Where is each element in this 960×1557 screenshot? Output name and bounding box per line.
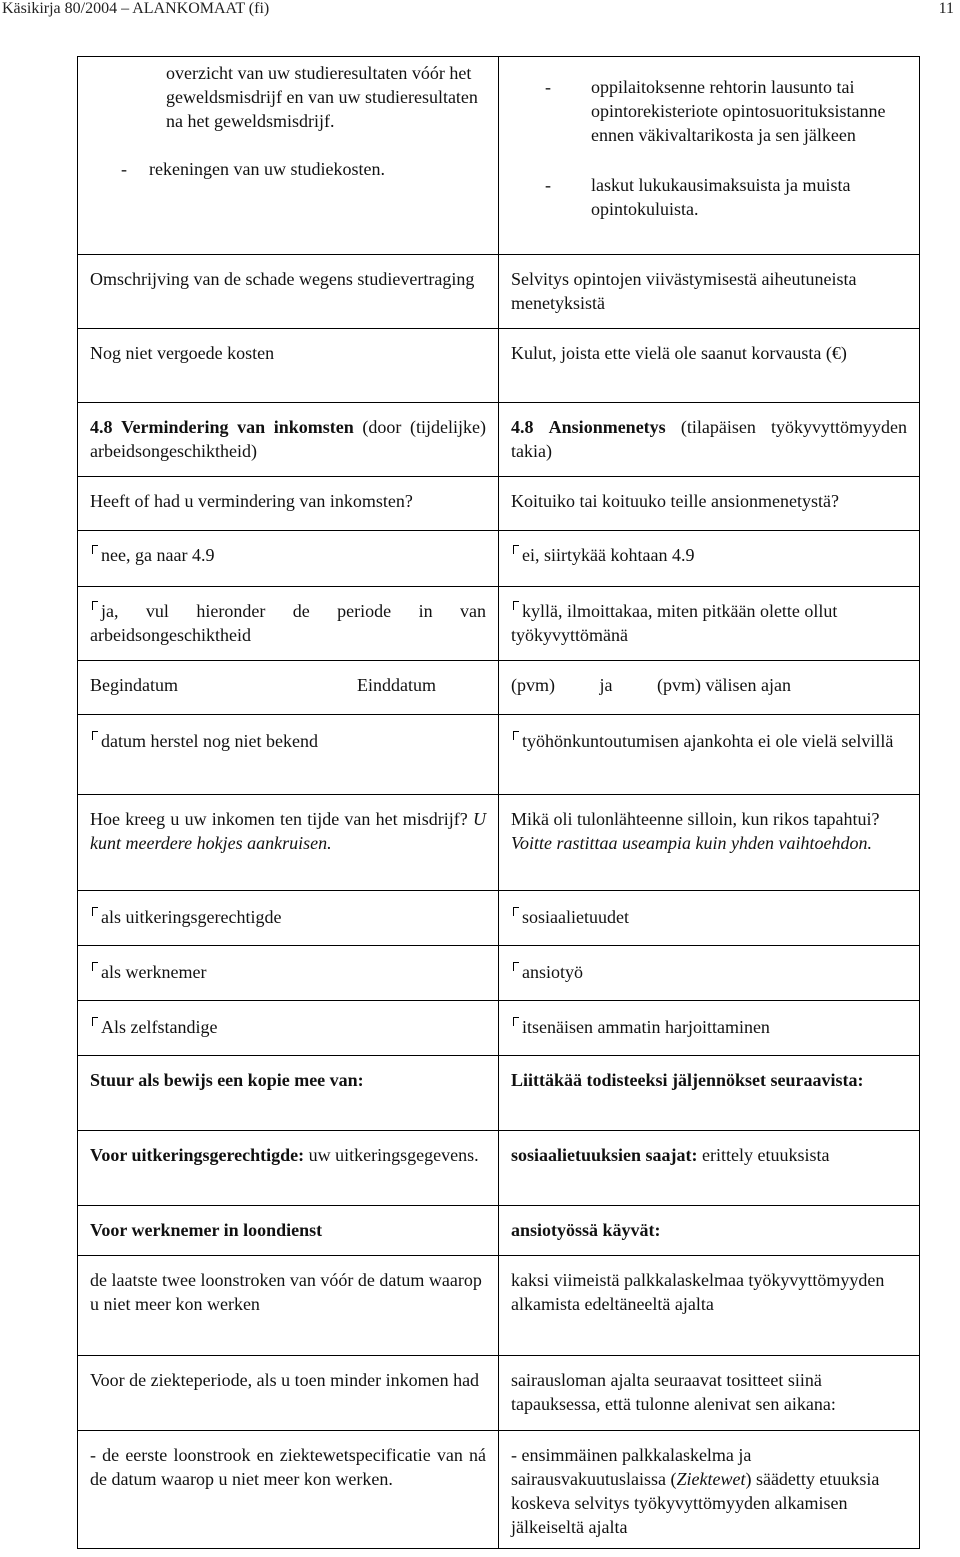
fi-proof-heading: Liittäkää todisteeksi jäljennökset seuraavista: [511, 1070, 864, 1090]
fi-multiple-choice-hint: Voitte rastittaa useampia kuin yhden vaihtoehdon. [511, 833, 872, 853]
nl-damage-description: Omschrijving van de schade wegens studievertraging [90, 269, 475, 289]
nl-cell [78, 1206, 499, 1256]
table-row [78, 255, 920, 329]
nl-section-subtitle: (door (tijdelijke) arbeidsongeschiktheid) [90, 417, 487, 461]
fi-benefit-details: erittely etuuksista [702, 1145, 830, 1165]
table-row [78, 946, 920, 1001]
nl-cell [78, 1131, 499, 1206]
nl-cell [78, 715, 499, 795]
fi-section-number: 4.8 [511, 417, 534, 437]
fi-cell [499, 57, 920, 255]
nl-benefit-recipient: als uitkeringsgerechtigde [101, 907, 282, 927]
nl-begin-date-label: Begindatum [90, 675, 178, 695]
fi-income-question: Koituiko tai koituuko teille ansionmenetystä? [511, 491, 839, 511]
fi-cell [499, 715, 920, 795]
checkbox-icon[interactable] [90, 905, 99, 915]
checkbox-icon[interactable] [90, 1015, 99, 1025]
list-dash: - [545, 175, 551, 195]
checkbox-icon[interactable] [511, 905, 520, 915]
nl-cell [78, 255, 499, 329]
checkbox-icon[interactable] [90, 543, 99, 553]
nl-bill-text: rekeningen van uw studiekosten. [149, 159, 385, 179]
nl-cell [78, 1431, 499, 1549]
table-row [78, 795, 920, 891]
fi-sick-period: sairausloman ajalta seuraavat tositteet siinä tapauksessa, että tulonne alenivat sen aikana: [511, 1370, 836, 1414]
fi-cell [499, 255, 920, 329]
fi-cell [499, 531, 920, 587]
nl-end-date-label: Einddatum [357, 675, 436, 695]
fi-payslips: kaksi viimeistä palkkalaskelmaa työkyvyttömyyden alkamista edeltäneeltä ajalta [511, 1270, 885, 1314]
fi-cell [499, 1206, 920, 1256]
table-row [78, 329, 920, 403]
fi-invoices-text: laskut lukukausimaksuista ja muista opintokuluista. [591, 175, 851, 219]
nl-employee-heading: Voor werknemer in loondienst [90, 1220, 323, 1240]
fi-self-employed: itsenäisen ammatin harjoittaminen [522, 1017, 770, 1037]
table-row [78, 477, 920, 531]
checkbox-icon[interactable] [511, 960, 520, 970]
fi-cell [499, 891, 920, 946]
nl-proof-heading: Stuur als bewijs een kopie mee van: [90, 1070, 364, 1090]
checkbox-icon[interactable] [90, 729, 99, 739]
fi-first-payslip-a: - ensimmäinen palkkalaskelma ja sairausvakuutuslaissa ( [511, 1445, 752, 1489]
bilingual-form-table [77, 56, 920, 1549]
fi-unpaid-costs: Kulut, joista ette vielä ole saanut korvausta (€) [511, 343, 847, 363]
nl-cell [78, 661, 499, 715]
fi-option-no: ei, siirtykää kohtaan 4.9 [522, 545, 695, 565]
table-row [78, 403, 920, 477]
fi-date-and: ja [599, 675, 613, 695]
nl-cell [78, 57, 499, 255]
fi-cell [499, 661, 920, 715]
table-row [78, 1431, 920, 1549]
fi-cell [499, 1001, 920, 1056]
fi-income-source-question: Mikä oli tulonlähteenne silloin, kun rikos tapahtui? [511, 809, 880, 829]
nl-cell [78, 477, 499, 531]
fi-rector-text: oppilaitoksenne rehtorin lausunto tai opintorekisteriote opintosuorituksistanne ennen väkivaltarikosta ja sen jälkeen [591, 77, 886, 145]
nl-date-range [90, 673, 486, 697]
fi-cell [499, 946, 920, 1001]
nl-section-number: 4.8 [90, 417, 113, 437]
nl-cell [78, 587, 499, 661]
page-header [0, 0, 960, 28]
fi-section-title: Ansionmenetys [548, 417, 666, 437]
nl-cell [78, 795, 499, 891]
table-row [78, 1256, 920, 1356]
fi-employee-heading: ansiotyössä käyvät: [511, 1220, 661, 1240]
fi-recovery-unknown: työhönkuntoutumisen ajankohta ei ole vielä selvillä [522, 731, 894, 751]
nl-bill-item [90, 157, 486, 181]
fi-benefit-heading: sosiaalietuuksien saajat: [511, 1145, 698, 1165]
checkbox-icon[interactable] [511, 543, 520, 553]
table-row [78, 891, 920, 946]
fi-rector-item [511, 75, 907, 147]
nl-payslips: de laatste twee loonstroken van vóór de datum waarop u niet meer kon werken [90, 1270, 482, 1314]
fi-invoices-item [511, 173, 907, 221]
fi-cell [499, 587, 920, 661]
nl-income-source-question: Hoe kreeg u uw inkomen ten tijde van het misdrijf? [90, 809, 468, 829]
fi-cell [499, 1056, 920, 1131]
list-dash: - [545, 77, 551, 97]
table-row [78, 1056, 920, 1131]
table-row [78, 1001, 920, 1056]
checkbox-icon[interactable] [511, 729, 520, 739]
nl-cell [78, 1356, 499, 1431]
page-number: 11 [938, 0, 954, 17]
nl-cell [78, 329, 499, 403]
nl-option-yes: ja, vul hieronder de periode in van arbeidsongeschiktheid [90, 601, 486, 645]
nl-self-employed: Als zelfstandige [101, 1017, 218, 1037]
nl-cell [78, 1256, 499, 1356]
fi-cell [499, 1356, 920, 1431]
nl-employee: als werknemer [101, 962, 207, 982]
fi-date-label-2: (pvm) välisen ajan [657, 675, 791, 695]
checkbox-icon[interactable] [90, 599, 99, 609]
fi-cell [499, 795, 920, 891]
nl-recovery-unknown: datum herstel nog niet bekend [101, 731, 318, 751]
nl-cell [78, 946, 499, 1001]
table-row [78, 1206, 920, 1256]
nl-benefit-details: uw uitkeringsgegevens. [308, 1145, 479, 1165]
fi-date-range [511, 673, 907, 697]
list-dash: - [121, 159, 127, 179]
document-title: Käsikirja 80/2004 – ALANKOMAAT (fi) [2, 0, 270, 17]
fi-cell [499, 477, 920, 531]
table-row [78, 1356, 920, 1431]
table-row [78, 715, 920, 795]
nl-cell [78, 531, 499, 587]
nl-cell [78, 1001, 499, 1056]
nl-section-title: Vermindering van inkomsten [121, 417, 354, 437]
fi-option-yes: kyllä, ilmoittakaa, miten pitkään olette ollut työkyvyttömänä [511, 601, 838, 645]
table-row [78, 57, 920, 255]
fi-cell [499, 403, 920, 477]
nl-income-question: Heeft of had u vermindering van inkomsten? [90, 491, 413, 511]
nl-cell [78, 403, 499, 477]
nl-benefit-heading: Voor uitkeringsgerechtigde: [90, 1145, 305, 1165]
table-row [78, 587, 920, 661]
fi-section-subtitle: (tilapäisen työkyvyttömyyden takia) [511, 417, 907, 461]
nl-sick-period: Voor de ziekteperiode, als u toen minder inkomen had [90, 1370, 480, 1390]
table-row [78, 1131, 920, 1206]
table-row [78, 661, 920, 715]
fi-damage-description: Selvitys opintojen viivästymisestä aiheutuneista menetyksistä [511, 269, 857, 313]
checkbox-icon[interactable] [511, 599, 520, 609]
nl-overview-text: overzicht van uw studieresultaten vóór het geweldsmisdrijf en van uw studieresultaten na het geweldsmisdrijf. [166, 63, 478, 131]
checkbox-icon[interactable] [511, 1015, 520, 1025]
nl-cell [78, 891, 499, 946]
checkbox-icon[interactable] [90, 960, 99, 970]
nl-option-no: nee, ga naar 4.9 [101, 545, 215, 565]
fi-cell [499, 1431, 920, 1549]
fi-employee: ansiotyö [522, 962, 583, 982]
table-row [78, 531, 920, 587]
fi-date-label-1: (pvm) [511, 675, 555, 695]
nl-unpaid-costs: Nog niet vergoede kosten [90, 343, 275, 363]
fi-cell [499, 329, 920, 403]
fi-cell [499, 1131, 920, 1206]
nl-first-payslip: - de eerste loonstrook en ziektewetspecificatie van ná de datum waarop u niet meer kon werken. [90, 1445, 486, 1489]
fi-cell [499, 1256, 920, 1356]
fi-ziektewet: Ziektewet [676, 1469, 746, 1489]
fi-benefit-recipient: sosiaalietuudet [522, 907, 629, 927]
fi-first-payslip-b: ) säädetty etuuksia koskeva selvitys työkyvyttömyyden alkamisen jälkeiseltä ajalta [511, 1469, 880, 1537]
nl-multiple-choice-hint: U kunt meerdere hokjes aankruisen. [90, 809, 487, 853]
nl-cell [78, 1056, 499, 1131]
